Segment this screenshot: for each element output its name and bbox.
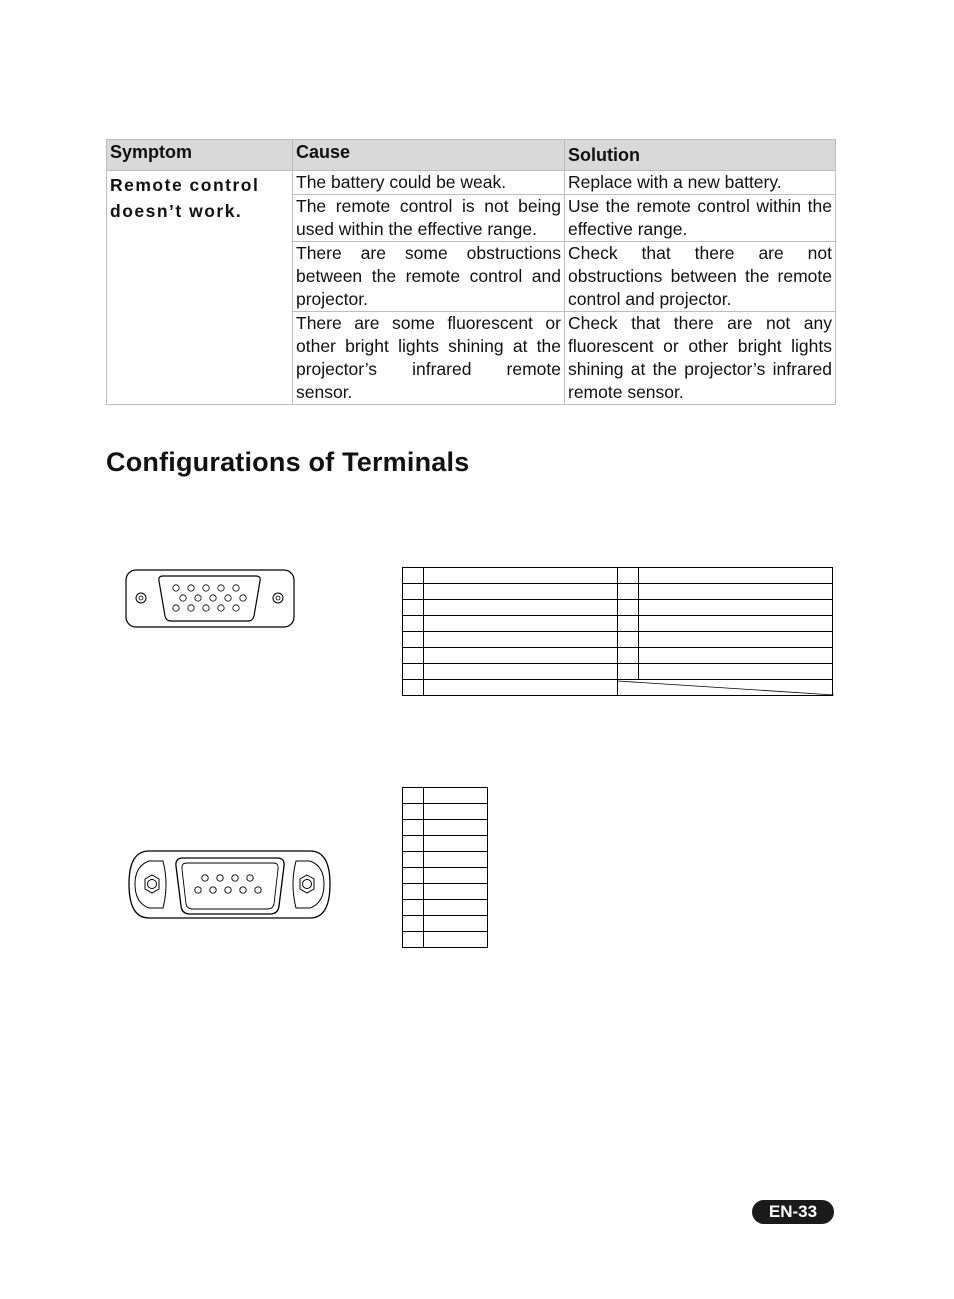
- header-cause: Cause: [293, 140, 565, 171]
- cause-cell: The battery could be weak.: [293, 171, 565, 195]
- table-row: [403, 680, 833, 696]
- table-row: [403, 932, 488, 948]
- solution-cell: Check that there are not any fluorescent or other bright lights shining at the projector’s infrared remote sensor.: [565, 312, 836, 405]
- table-row: [403, 868, 488, 884]
- troubleshooting-table: [106, 139, 836, 405]
- symptom-cell: Remote control doesn’t work.: [107, 171, 293, 405]
- empty-cell-slash: [618, 680, 834, 696]
- table-row: [403, 664, 833, 680]
- table-row: [403, 616, 833, 632]
- cause-cell: There are some obstructions between the remote control and projector.: [293, 242, 565, 312]
- table-row: [107, 171, 836, 195]
- solution-cell: Use the remote control within the effective range.: [565, 195, 836, 242]
- table-row: [403, 568, 833, 584]
- table-header-row: [107, 140, 836, 171]
- table-row: [403, 648, 833, 664]
- header-solution: Solution: [565, 140, 836, 171]
- table-row: [403, 836, 488, 852]
- d-sub-9-pin-connector-icon: [127, 848, 332, 922]
- solution-cell: Check that there are not obstructions between the remote control and projector.: [565, 242, 836, 312]
- table-row: [403, 916, 488, 932]
- table-row: [403, 584, 833, 600]
- header-symptom: Symptom: [107, 140, 293, 171]
- solution-cell: Replace with a new battery.: [565, 171, 836, 195]
- section-title: Configurations of Terminals: [106, 447, 470, 477]
- table-row: [403, 852, 488, 868]
- cause-cell: There are some fluorescent or other bright lights shining at the projector’s infrared remote sensor.: [293, 312, 565, 405]
- table-row: [403, 600, 833, 616]
- cause-cell: The remote control is not being used within the effective range.: [293, 195, 565, 242]
- d-sub-9-pin-table: [402, 787, 488, 948]
- d-sub-15-pin-table: [402, 567, 833, 696]
- table-row: [403, 900, 488, 916]
- table-row: [403, 788, 488, 804]
- d-sub-15-pin-connector-icon: [125, 568, 295, 630]
- table-row: [403, 820, 488, 836]
- table-row: [403, 884, 488, 900]
- page-number-badge: EN-33: [752, 1200, 834, 1224]
- table-row: [403, 804, 488, 820]
- table-row: [403, 632, 833, 648]
